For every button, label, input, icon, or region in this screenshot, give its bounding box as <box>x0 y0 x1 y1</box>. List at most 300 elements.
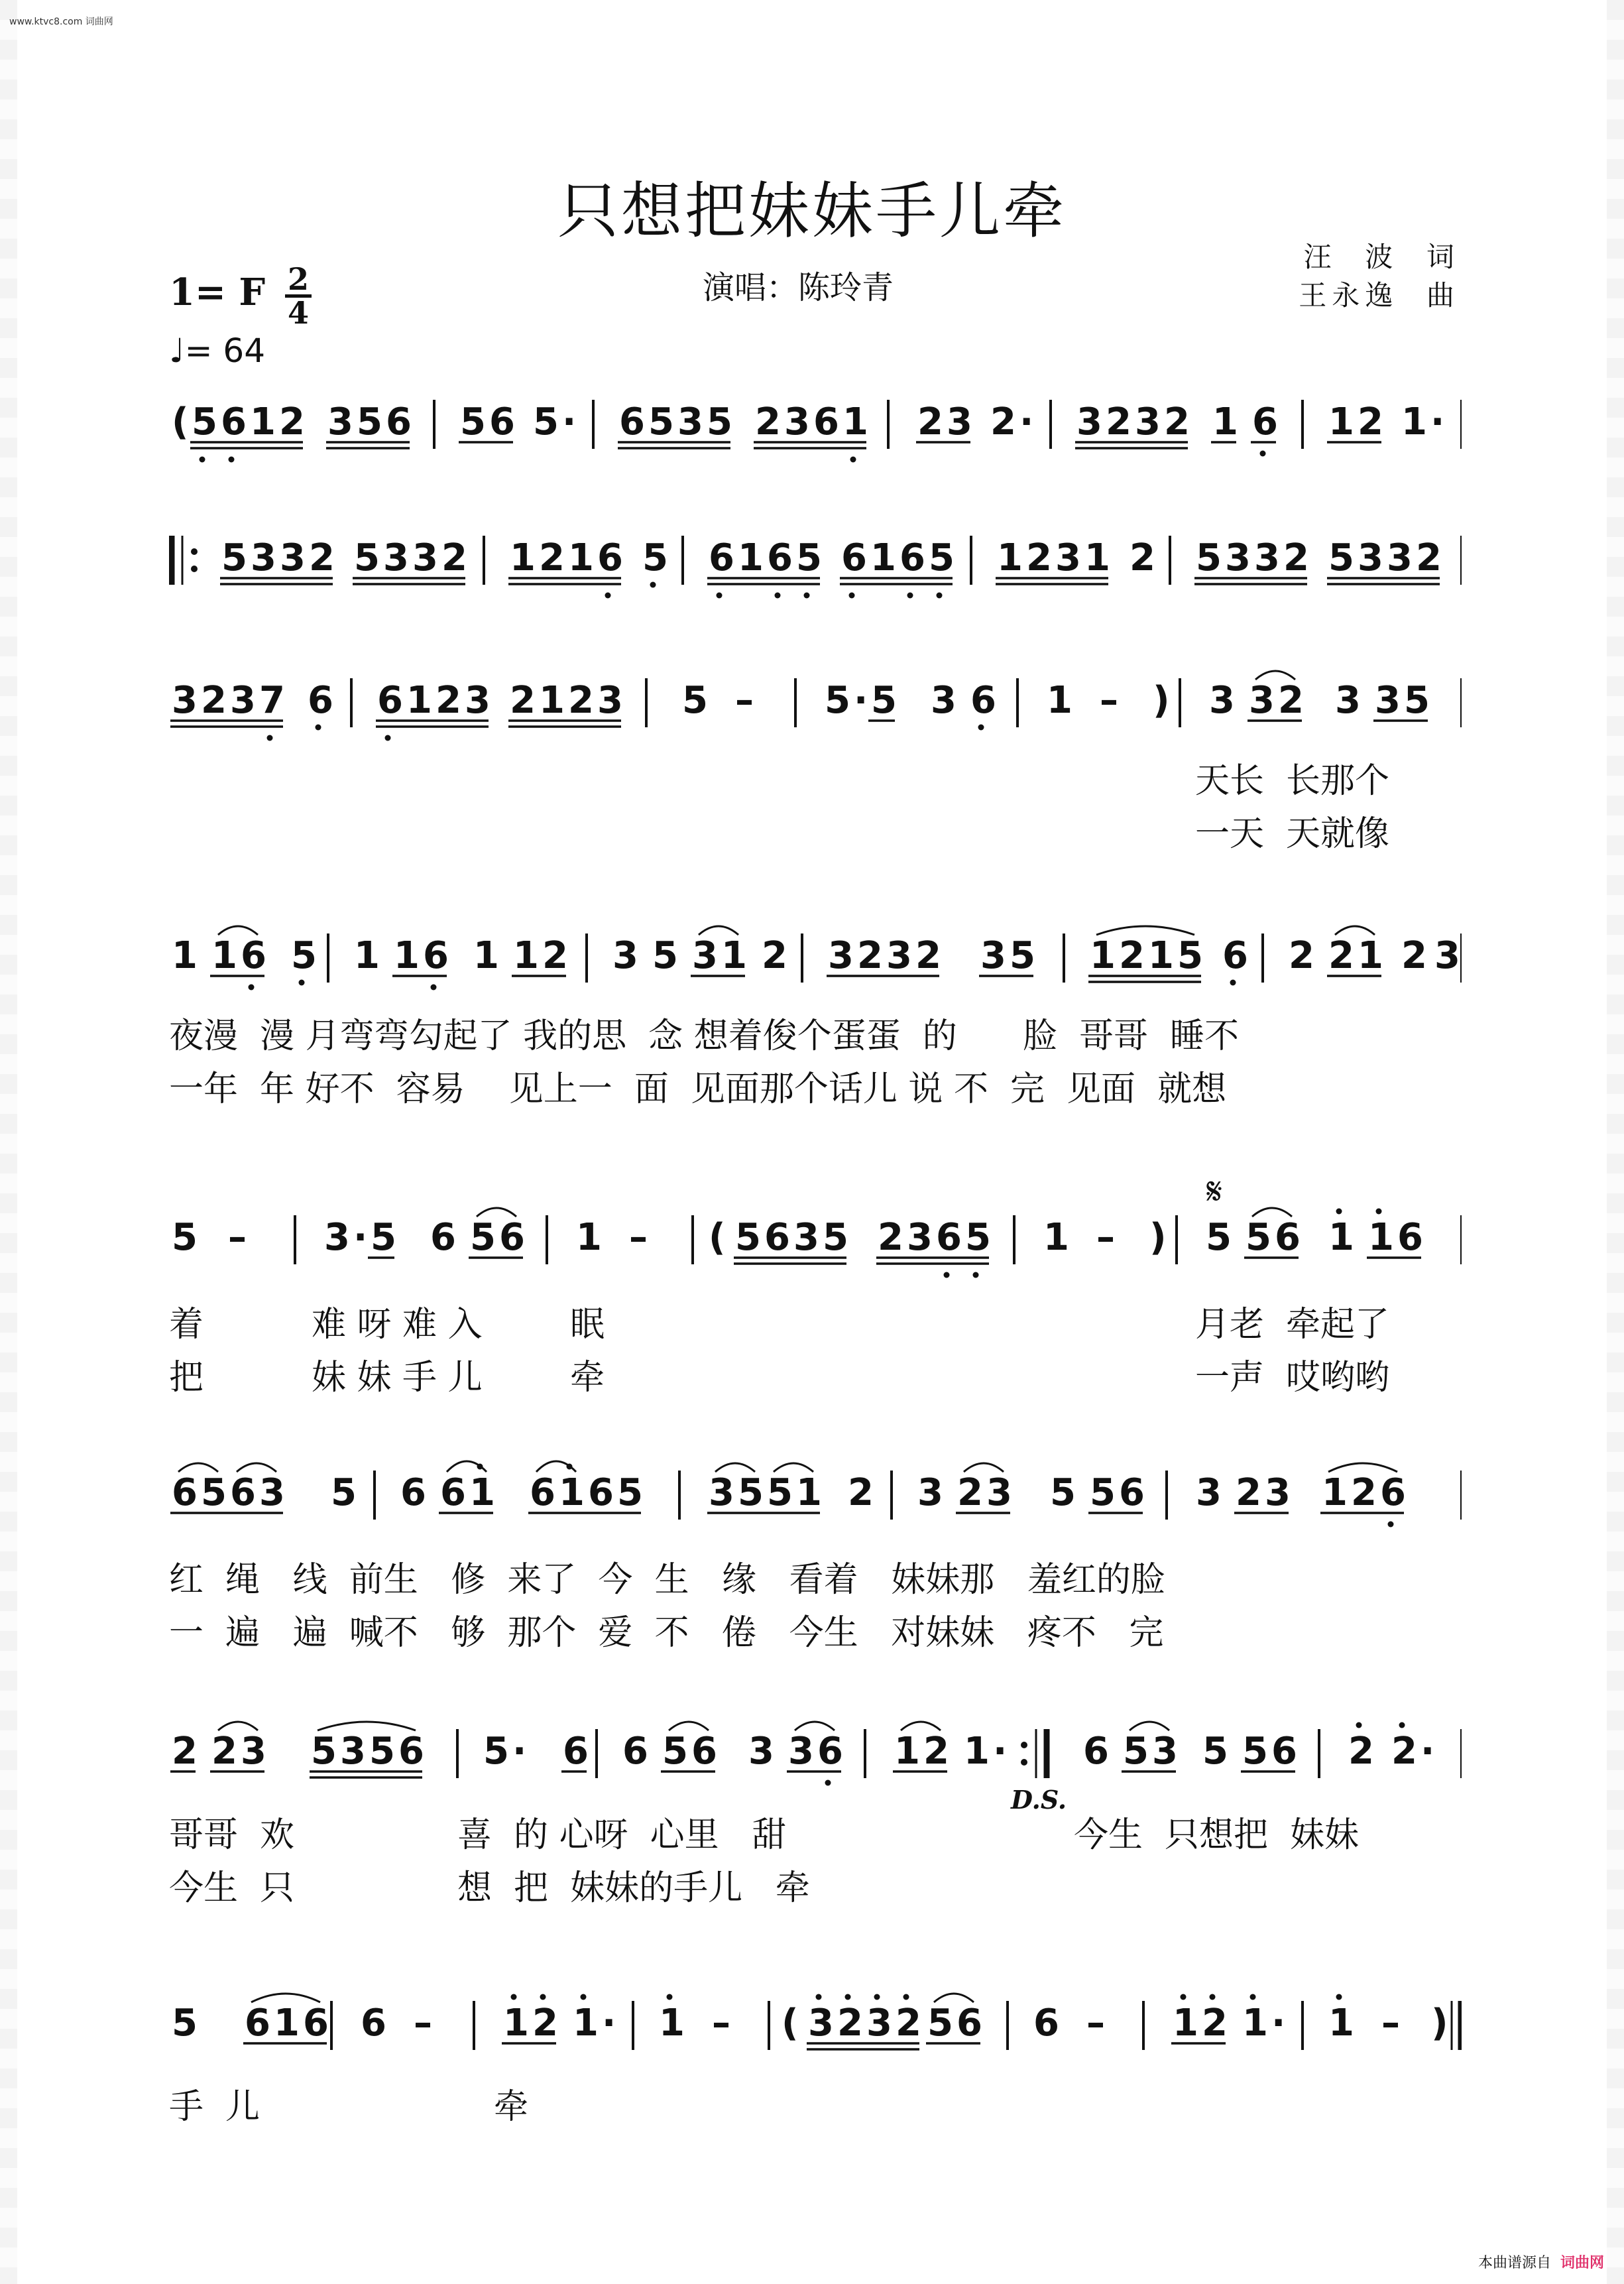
lyric-text: 哥哥 欢 <box>169 1815 295 1855</box>
lyric-text: 着 <box>169 1305 204 1345</box>
note: 5 <box>201 1471 227 1514</box>
note-group <box>170 679 285 741</box>
note: 1 <box>274 2002 300 2045</box>
high-octave-dot <box>816 1994 822 2000</box>
note: 6 <box>499 1216 525 1259</box>
note: 5 <box>767 1471 793 1514</box>
note: 3 <box>412 536 438 579</box>
note: 5 <box>871 679 897 722</box>
lyric-text: 想 把 妹妹的手儿 牵 <box>457 1868 810 1908</box>
note: 1 <box>469 1471 495 1514</box>
note: 1 <box>576 1216 602 1259</box>
tempo-marking <box>169 331 265 370</box>
note-group <box>172 934 198 977</box>
note: 6 <box>597 536 623 579</box>
note-group <box>376 679 491 741</box>
note: 3 <box>886 934 912 977</box>
note: 3 <box>709 1471 734 1514</box>
note: 3 <box>784 400 810 444</box>
note-group <box>622 1730 648 1773</box>
note-group <box>1083 1730 1109 1773</box>
note: 1 <box>1148 934 1174 977</box>
note: 1 <box>568 536 594 579</box>
lyric-text: 天长 长那个 <box>1195 761 1390 801</box>
note: 6 <box>440 1471 466 1514</box>
notation-line-5 <box>169 1203 1462 1283</box>
note: ( <box>172 400 189 444</box>
footer-text: 本曲谱源自 <box>1478 2255 1551 2271</box>
note-group <box>642 536 668 588</box>
note-group <box>734 1216 848 1264</box>
note: 6 <box>1252 400 1278 444</box>
note: 5 <box>460 400 486 444</box>
note-group <box>748 1730 774 1773</box>
note-group <box>170 1730 198 1773</box>
note: 5 <box>357 400 382 444</box>
note: 1 <box>1173 2002 1198 2045</box>
note: 5 <box>1404 679 1430 722</box>
note: 2 <box>1351 1471 1377 1514</box>
high-octave-dot <box>1399 1722 1405 1728</box>
time-signature <box>284 261 313 331</box>
lyric-row <box>169 1551 1462 1598</box>
note: 7 <box>259 679 285 722</box>
note-group <box>228 1216 247 1259</box>
note: 6 <box>423 934 449 977</box>
note: 3 <box>1225 536 1251 579</box>
note: 6 <box>308 679 333 722</box>
note: 5 <box>354 536 380 579</box>
note: 1 <box>1322 1471 1348 1514</box>
note: 6 <box>400 1471 426 1514</box>
note: 2 <box>1202 2002 1228 2045</box>
note: 2 <box>172 1730 198 1773</box>
note: 5 <box>1206 1216 1232 1259</box>
note: 5 <box>291 934 317 977</box>
note: 5 <box>221 536 247 579</box>
note-group <box>827 934 941 977</box>
note: 5 <box>1196 536 1222 579</box>
note: 1 <box>473 934 499 977</box>
note-group <box>170 1463 285 1514</box>
note-group <box>1088 926 1203 982</box>
notation-line-7 <box>169 1717 1462 1797</box>
note-group <box>354 934 380 977</box>
high-octave-dot <box>1336 1994 1342 2000</box>
note: 5 <box>642 536 668 579</box>
note: 1 <box>1212 400 1238 444</box>
note: 6 <box>245 2002 270 2045</box>
note: 5 <box>172 2002 198 2045</box>
note: 5 <box>1010 934 1035 977</box>
note: 5 <box>735 1216 761 1259</box>
right-border-strip <box>1607 0 1624 2284</box>
note-group <box>652 934 678 977</box>
note: 1 <box>354 934 380 977</box>
note: 5 <box>652 934 678 977</box>
note-group <box>439 1461 495 1514</box>
note: 5 <box>617 1471 643 1514</box>
note-group <box>931 679 957 722</box>
lyric-text: 今生 只想把 妹妹 <box>1074 1815 1360 1855</box>
note: – <box>1381 2002 1400 2045</box>
note-group <box>172 1216 198 1259</box>
note-group <box>528 1461 643 1514</box>
note: 2 <box>1348 1730 1374 1773</box>
notation-line-4 <box>169 922 1462 1001</box>
note: 1 <box>394 934 420 977</box>
augmentation-dot: · <box>1430 400 1445 444</box>
lyric-text: 一声 哎哟哟 <box>1195 1358 1390 1398</box>
note-group <box>629 1216 648 1259</box>
lyric-row <box>169 1296 1462 1343</box>
note: 5 <box>331 1471 357 1514</box>
lyric-text: 一 遍 遍 喊不 够 那个 爱 不 倦 今生 对妹妹 疼不 完 <box>169 1613 1164 1653</box>
note: 5 <box>825 679 850 722</box>
note: 5 <box>929 536 955 579</box>
high-octave-dot <box>1181 1994 1187 2000</box>
note: 1 <box>870 536 896 579</box>
lyric-row <box>169 752 1462 799</box>
note: 3 <box>1387 536 1413 579</box>
note: 6 <box>957 2002 982 2045</box>
note: 2 <box>1416 536 1442 579</box>
lyric-text: 一天 天就像 <box>1195 814 1390 854</box>
lyric-text: 妹 妹 手 儿 <box>312 1358 483 1398</box>
note: 5 <box>662 1730 688 1773</box>
note: 6 <box>230 1471 256 1514</box>
note: 6 <box>386 400 412 444</box>
note-group <box>512 934 568 977</box>
note-group <box>573 1994 616 2045</box>
note: 6 <box>936 1216 962 1259</box>
note: 3 <box>1196 1471 1222 1514</box>
note-group <box>1222 934 1248 986</box>
note: 3 <box>465 679 491 722</box>
note: 6 <box>1033 2002 1059 2045</box>
note-group <box>1434 934 1460 977</box>
quarter-note-icon: ♩ <box>169 331 185 370</box>
note: 1 <box>573 2002 599 2045</box>
note: 5 <box>1050 1471 1076 1514</box>
high-octave-dot <box>667 1994 673 2000</box>
low-octave-dot <box>299 980 305 986</box>
note: 2 <box>837 2002 863 2045</box>
note: ) <box>1149 1216 1167 1259</box>
note-group <box>682 679 708 722</box>
note: ) <box>1153 679 1170 722</box>
note: – <box>1100 679 1118 722</box>
high-octave-dot <box>845 1994 851 2000</box>
note-group <box>754 400 868 463</box>
note-group <box>840 536 955 599</box>
note: 5 <box>1246 1216 1271 1259</box>
note-group <box>1401 934 1427 977</box>
note: 1 <box>1084 536 1110 579</box>
note: 1 <box>1328 400 1354 444</box>
low-octave-dot <box>1230 980 1236 986</box>
low-octave-dot <box>978 725 984 731</box>
note: 2 <box>917 400 943 444</box>
note: 1 <box>211 934 237 977</box>
note: 2 <box>878 1216 903 1259</box>
note: – <box>1086 2002 1105 2045</box>
note: 1 <box>503 2002 529 2045</box>
note: 1 <box>721 934 747 977</box>
lyric-row <box>169 1604 1462 1651</box>
note-group <box>1327 536 1442 584</box>
note: 5 <box>371 1216 396 1259</box>
note: 2 <box>1289 934 1314 977</box>
note-group <box>508 679 623 727</box>
note: 6 <box>489 400 515 444</box>
note-group <box>1130 536 1155 579</box>
note: ) <box>1431 2002 1448 2045</box>
note-group <box>1244 1208 1301 1259</box>
note-group <box>1033 2002 1059 2045</box>
note: 6 <box>1397 1216 1423 1259</box>
note-group <box>917 1471 943 1514</box>
note-group <box>848 1471 874 1514</box>
lyric-row <box>169 1860 1462 1906</box>
note: 3 <box>793 1216 819 1259</box>
note: 6 <box>970 679 996 722</box>
note: 6 <box>241 934 266 977</box>
note-group <box>172 400 189 444</box>
note: 3 <box>1375 679 1401 722</box>
note-group <box>1373 679 1430 722</box>
note-group <box>1327 926 1383 977</box>
note-group <box>502 1994 558 2045</box>
note-group <box>707 536 822 599</box>
note: 2 <box>1283 536 1309 579</box>
note-group <box>1149 1216 1167 1259</box>
note-group <box>324 1216 396 1259</box>
staff-system-8 <box>169 1989 1462 2082</box>
augmentation-dot: · <box>1421 1730 1435 1773</box>
note-group <box>459 400 515 444</box>
note: 5 <box>738 1471 764 1514</box>
note-group <box>1381 2002 1400 2045</box>
note: 5 <box>796 536 822 579</box>
high-octave-dot <box>1376 1209 1382 1215</box>
note: 1 <box>1328 2002 1354 2045</box>
high-octave-dot <box>874 1994 880 2000</box>
note: 3 <box>327 400 353 444</box>
note-group <box>618 400 732 448</box>
note-group <box>1100 679 1118 722</box>
note: 1 <box>172 934 198 977</box>
note-group <box>1075 400 1190 448</box>
note: ( <box>782 2002 799 2045</box>
note: 6 <box>817 1730 843 1773</box>
song-title: 只想把妹妹手儿牵 <box>557 176 1067 247</box>
note: 5 <box>707 400 732 444</box>
high-octave-dot <box>540 1994 546 2000</box>
note: 2 <box>539 536 565 579</box>
note: 1 <box>406 679 432 722</box>
note: 3 <box>931 679 957 722</box>
note-group <box>331 1471 357 1514</box>
note-group <box>956 1463 1012 1514</box>
note-group <box>1209 679 1235 722</box>
note-group <box>469 1208 525 1259</box>
notation-line-1 <box>169 388 1462 467</box>
note: – <box>414 2002 432 2045</box>
low-octave-dot <box>249 985 255 991</box>
note-group <box>807 1994 921 2050</box>
note: 2 <box>441 536 467 579</box>
low-octave-dot <box>385 735 391 741</box>
note: 2 <box>568 679 594 722</box>
lyric-text: 把 <box>169 1358 204 1398</box>
note: 6 <box>377 679 403 722</box>
lyric-row <box>169 806 1462 852</box>
tie-slur <box>447 1461 487 1472</box>
low-octave-dot <box>849 593 855 599</box>
lyric-row <box>169 1349 1462 1396</box>
note: 1 <box>796 1471 822 1514</box>
note-group <box>735 679 754 722</box>
note: 5 <box>483 1730 509 1773</box>
note: 1 <box>1242 2002 1268 2045</box>
staff-system-5 <box>169 1203 1462 1296</box>
ds-marking: D.S. <box>1011 1785 1067 1815</box>
low-octave-dot <box>200 457 205 463</box>
note: 1 <box>510 536 536 579</box>
note: ( <box>709 1216 726 1259</box>
note-group <box>1401 400 1444 444</box>
note-group <box>1171 1994 1228 2045</box>
note-group <box>1241 1730 1297 1773</box>
low-octave-dot <box>267 735 273 741</box>
repeat-dot <box>191 548 198 555</box>
note: 2 <box>542 934 568 977</box>
note-group <box>243 1994 329 2045</box>
note-group <box>1211 400 1238 444</box>
note-group <box>1251 400 1278 457</box>
note: 6 <box>430 1216 456 1259</box>
note: 5 <box>1242 1730 1268 1773</box>
note-group <box>308 679 333 731</box>
note-group <box>1335 679 1361 722</box>
staff-system-1 <box>169 388 1462 481</box>
note: 3 <box>947 400 972 444</box>
note: 5 <box>369 1730 395 1773</box>
note: 3 <box>324 1216 350 1259</box>
note: 2 <box>532 2002 558 2045</box>
lyric-text: 牵 <box>494 2087 529 2127</box>
note: 6 <box>1271 1730 1297 1773</box>
high-octave-dot <box>903 1994 909 2000</box>
note: 6 <box>841 536 867 579</box>
note: 3 <box>692 934 718 977</box>
lyric-text: 今生 只 <box>169 1868 295 1908</box>
time-signature-bottom: 4 <box>287 295 309 331</box>
note: 3 <box>1076 400 1102 444</box>
note: 2 <box>1164 400 1190 444</box>
augmentation-dot: · <box>562 400 577 444</box>
note-group <box>1247 671 1304 722</box>
note: 6 <box>563 1730 589 1773</box>
note-group <box>964 1730 1007 1773</box>
note: 6 <box>764 1216 790 1259</box>
low-octave-dot <box>1260 451 1266 457</box>
note-group <box>659 1994 685 2045</box>
note: 3 <box>677 400 703 444</box>
note-group <box>1391 1722 1434 1773</box>
note-group <box>561 1730 589 1773</box>
lyric-text: 红 绳 线 前生 修 来了 今 生 缘 看着 妹妹那 羞红的脸 <box>169 1560 1165 1600</box>
augmentation-dot: · <box>993 1730 1008 1773</box>
note: – <box>1096 1216 1115 1259</box>
note: 3 <box>1249 679 1275 722</box>
repeat-dot <box>191 566 198 572</box>
note: 1 <box>738 536 764 579</box>
note-group <box>1122 1722 1178 1773</box>
notation-line-8 <box>169 1989 1462 2069</box>
key-signature: 1= F <box>169 270 266 314</box>
lyric-text: 一年 年 好不 容易 见上一 面 见面那个话儿 说 不 完 见面 就想 <box>169 1069 1227 1109</box>
note-group <box>473 934 499 977</box>
note: 3 <box>340 1730 366 1773</box>
note: 2 <box>279 400 305 444</box>
note: 6 <box>709 536 734 579</box>
low-octave-dot <box>316 725 321 731</box>
note: 5 <box>533 400 559 444</box>
tie-slur <box>536 1461 576 1472</box>
note: 6 <box>1119 1471 1145 1514</box>
note: 3 <box>866 2002 892 2045</box>
note-group <box>326 400 412 448</box>
note: 5 <box>682 679 708 722</box>
note: 6 <box>1275 1216 1301 1259</box>
low-octave-dot <box>825 1780 831 1786</box>
low-octave-dot <box>775 593 781 599</box>
note: 3 <box>1055 536 1081 579</box>
notation-line-3 <box>169 666 1462 746</box>
note: 3 <box>1265 1471 1291 1514</box>
note-group <box>1086 2002 1105 2045</box>
composer-credit: 王永逸 曲 <box>1299 279 1460 312</box>
note: 3 <box>980 934 1006 977</box>
note: 6 <box>1380 1471 1406 1514</box>
note-group <box>1043 1216 1069 1259</box>
lyric-row <box>169 1061 1462 1107</box>
note: 2 <box>1236 1471 1261 1514</box>
note-group <box>762 934 787 977</box>
note: 2 <box>1026 536 1052 579</box>
note: 3 <box>241 1730 266 1773</box>
low-octave-dot <box>650 582 656 588</box>
note: 3 <box>1135 400 1161 444</box>
note: 3 <box>1254 536 1280 579</box>
note: 6 <box>813 400 839 444</box>
note-group <box>533 400 576 444</box>
note-group <box>1328 1209 1354 1260</box>
note-group <box>979 934 1035 977</box>
note: 3 <box>907 1216 933 1259</box>
note: 1 <box>1401 400 1427 444</box>
note: 2 <box>990 400 1016 444</box>
note-group <box>310 1722 424 1777</box>
staff-system-3 <box>169 666 1462 759</box>
note: 6 <box>1222 934 1248 977</box>
note: 5 <box>192 400 217 444</box>
note-group <box>220 536 335 584</box>
lyric-row <box>169 2078 1462 2125</box>
note: 1 <box>1043 1216 1069 1259</box>
